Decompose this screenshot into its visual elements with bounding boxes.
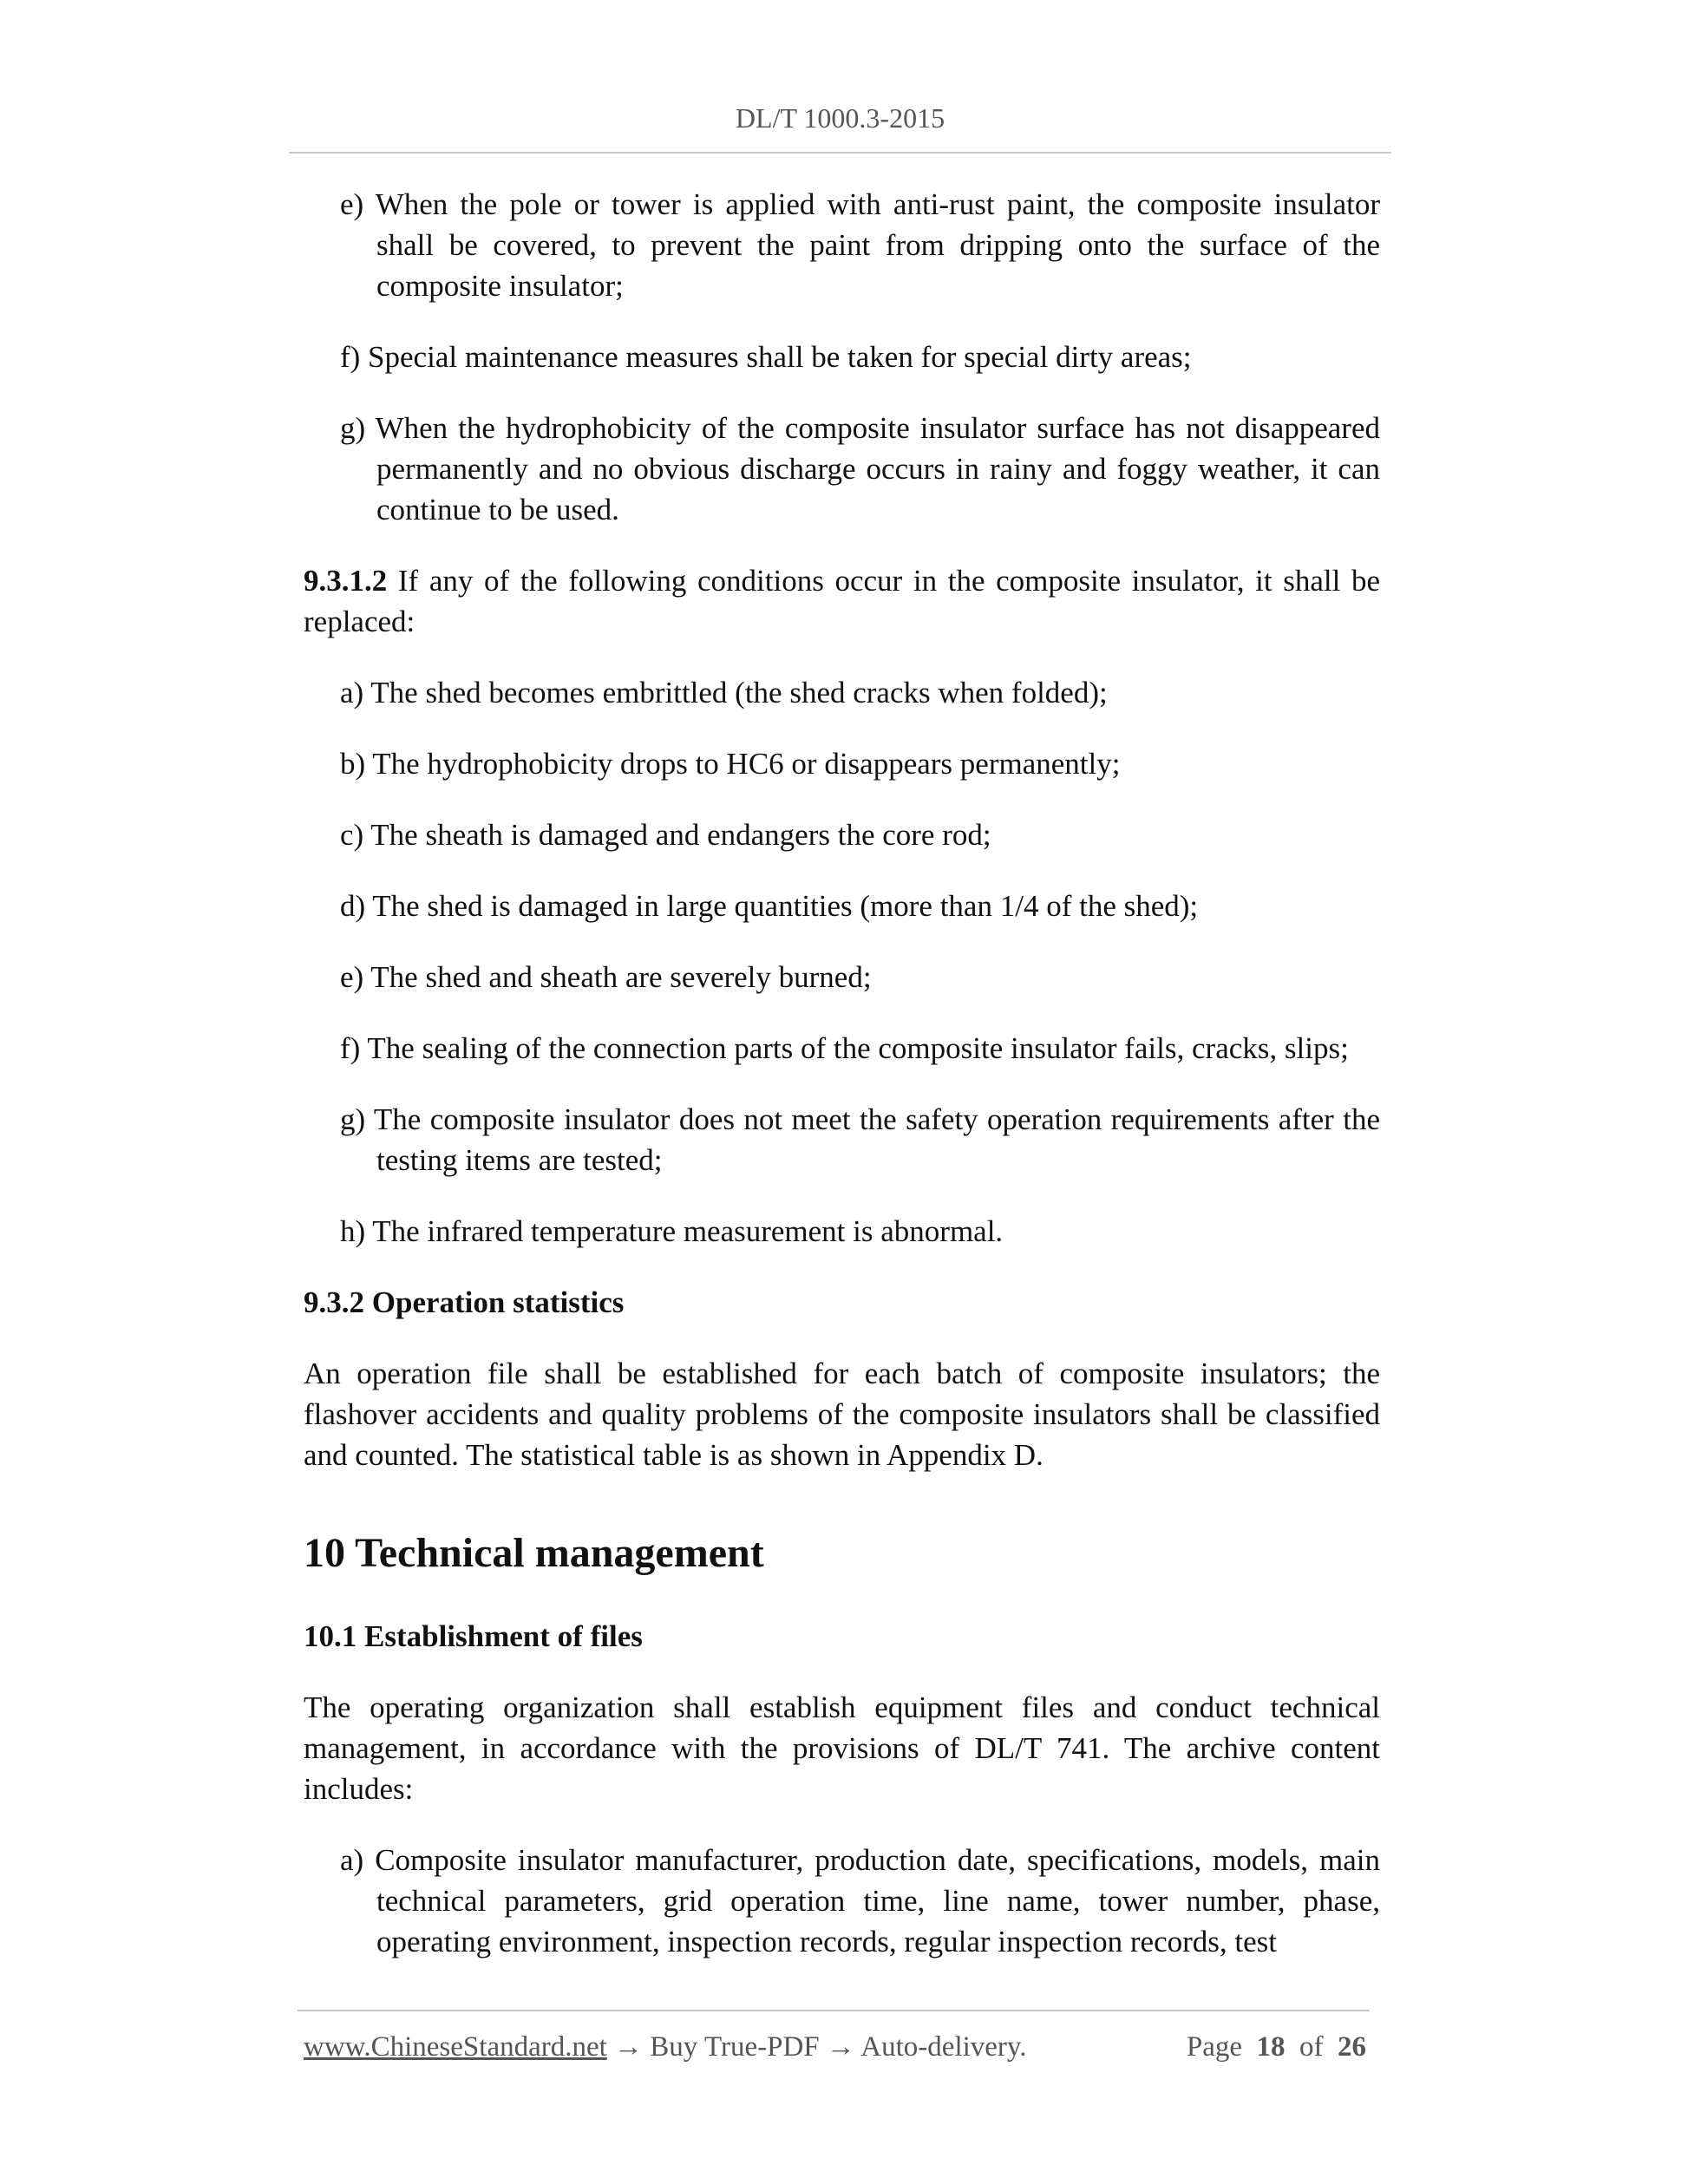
- section-heading-9-3-2: 9.3.2 Operation statistics: [304, 1285, 625, 1319]
- footer-divider: [298, 2010, 1370, 2011]
- list-item-g-hydrophobicity: g) When the hydrophobicity of the composite insulator surface has not disappeared permanently and no obvious discharge occurs in rainy and foggy weather, it can continue to be used.: [340, 411, 1380, 526]
- page-word: Page: [1186, 2031, 1242, 2063]
- replace-item-f: f) The sealing of the connection parts of the composite insulator fails, cracks, slips;: [340, 1031, 1349, 1065]
- total-pages: 26: [1338, 2031, 1366, 2063]
- clause-text: If any of the following conditions occur in the composite insulator, it shall be replaced:: [304, 564, 1380, 638]
- replace-item-b: b) The hydrophobicity drops to HC6 or disappears permanently;: [340, 747, 1121, 781]
- page-body: [304, 184, 1380, 1992]
- replace-item-d: d) The shed is damaged in large quantities (more than 1/4 of the shed);: [340, 889, 1199, 923]
- replace-item-g: g) The composite insulator does not meet the safety operation requirements after the testing items are tested;: [340, 1102, 1380, 1177]
- clause-number: 9.3.1.2: [304, 564, 388, 598]
- replace-item-e: e) The shed and sheath are severely burned;: [340, 960, 872, 994]
- page-counter: [1187, 2028, 1366, 2066]
- page-number: 18: [1256, 2031, 1286, 2063]
- footer-tagline: → Buy True-PDF → Auto-delivery.: [606, 2031, 1027, 2063]
- section-9-3-2-text: An operation file shall be established for each batch of composite insulators; the flashover accidents and quality problems of the composite insulators shall be classified and counted. The statistical table is as shown in Appendix D.: [304, 1357, 1380, 1472]
- list-item-f-dirty-areas: f) Special maintenance measures shall be taken for special dirty areas;: [340, 340, 1192, 374]
- section-heading-10-1: 10.1 Establishment of files: [304, 1619, 643, 1653]
- section-10-1-text: The operating organization shall establish equipment files and conduct technical management, in accordance with the provisions of DL/T 741. The archive content includes:: [304, 1690, 1380, 1806]
- clause-9-3-1-2: [304, 560, 1380, 642]
- replace-item-a: a) The shed becomes embrittled (the shed cracks when folded);: [340, 676, 1108, 709]
- list-item-e-antirust: e) When the pole or tower is applied with anti-rust paint, the composite insulator shall be covered, to prevent the paint from dripping onto the surface of the composite insulator;: [340, 187, 1380, 303]
- chapter-heading-10: 10 Technical management: [304, 1530, 764, 1576]
- archive-item-a: a) Composite insulator manufacturer, production date, specifications, models, main technical parameters, grid operation time, line name, tower number, phase, operating environment, inspection records, regular inspection records, test: [340, 1843, 1380, 1958]
- header-divider: [289, 152, 1391, 154]
- replace-item-c: c) The sheath is damaged and endangers the core rod;: [340, 818, 991, 852]
- footer-promo: [304, 2028, 1027, 2066]
- site-link[interactable]: www.ChineseStandard.net: [304, 2031, 607, 2063]
- of-word: of: [1299, 2031, 1324, 2063]
- running-header: DL/T 1000.3-2015: [735, 102, 945, 134]
- replace-item-h: h) The infrared temperature measurement is abnormal.: [340, 1214, 1004, 1248]
